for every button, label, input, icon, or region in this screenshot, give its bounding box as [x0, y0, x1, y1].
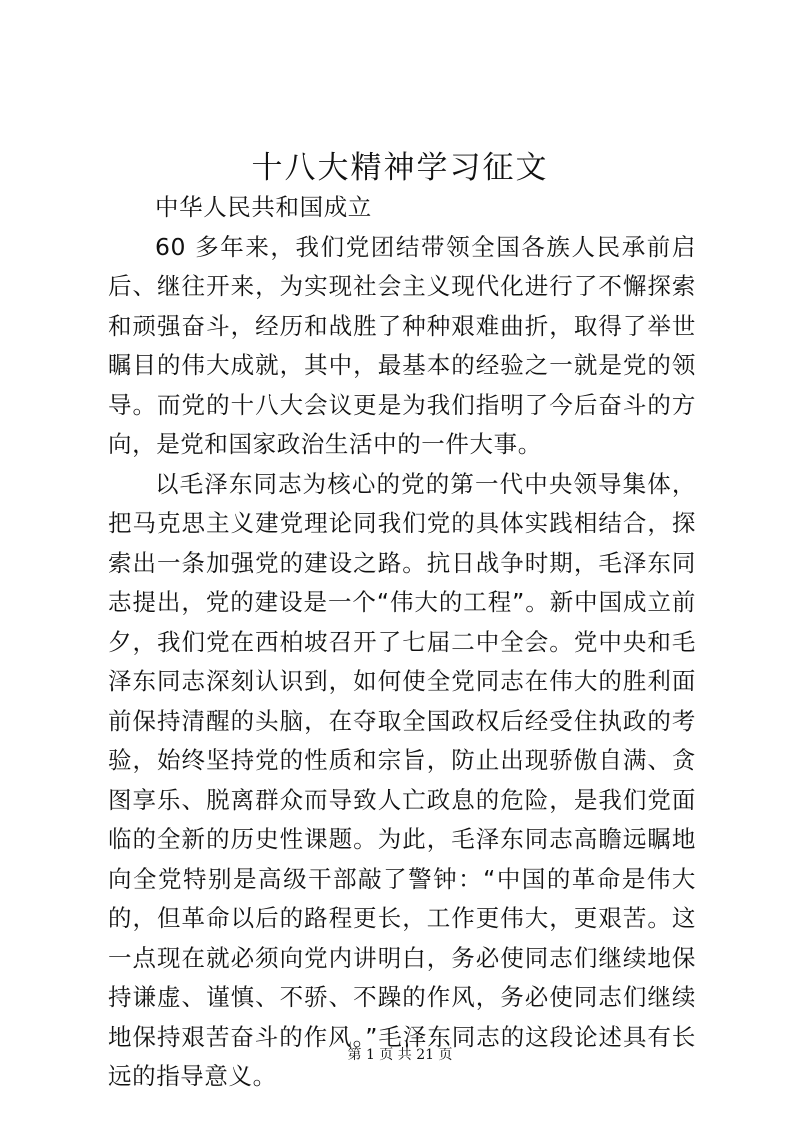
paragraph-2: 60 多年来，我们党团结带领全国各族人民承前启后、继往开来，为实现社会主义现代化进行了不懈探索和顽强奋斗，经历和战胜了种种艰难曲折，取得了举世瞩目的伟大成就，其中，最基本的经验之一就是党的领导。而党的十八大会议更是为我们指明了今后奋斗的方向，是党和国家政治生活中的一件大事。	[108, 232, 696, 458]
page-footer: 第 1 页 共 21 页	[347, 1047, 453, 1063]
paragraph-1: 中华人民共和国成立	[155, 193, 372, 221]
document-title: 十八大精神学习征文	[251, 150, 549, 186]
document-body	[108, 188, 696, 1097]
paragraph-3: 以毛泽东同志为核心的党的第一代中央领导集体，把马克思主义建党理论同我们党的具体实践相结合，探索出一条加强党的建设之路。抗日战争时期，毛泽东同志提出，党的建设是一个“伟大的工程”。新中国成立前夕，我们党在西柏坡召开了七届二中全会。党中央和毛泽东同志深刻认识到，如何使全党同志在伟大的胜利面前保持清醒的头脑，在夺取全国政权后经受住执政的考验，始终坚持党的性质和宗旨，防止出现骄傲自满、贪图享乐、脱离群众而导致人亡政息的危险，是我们党面临的全新的历史性课题。为此，毛泽东同志高瞻远瞩地向全党特别是高级干部敲了警钟：“中国的革命是伟大的，但革命以后的路程更长，工作更伟大，更艰苦。这一点现在就必须向党内讲明白，务必使同志们继续地保持谦虚、谨慎、不骄、不躁的作风，务必使同志们继续地保持艰苦奋斗的作风。”毛泽东同志的这段论述具有长远的指导意义。	[108, 469, 696, 1090]
